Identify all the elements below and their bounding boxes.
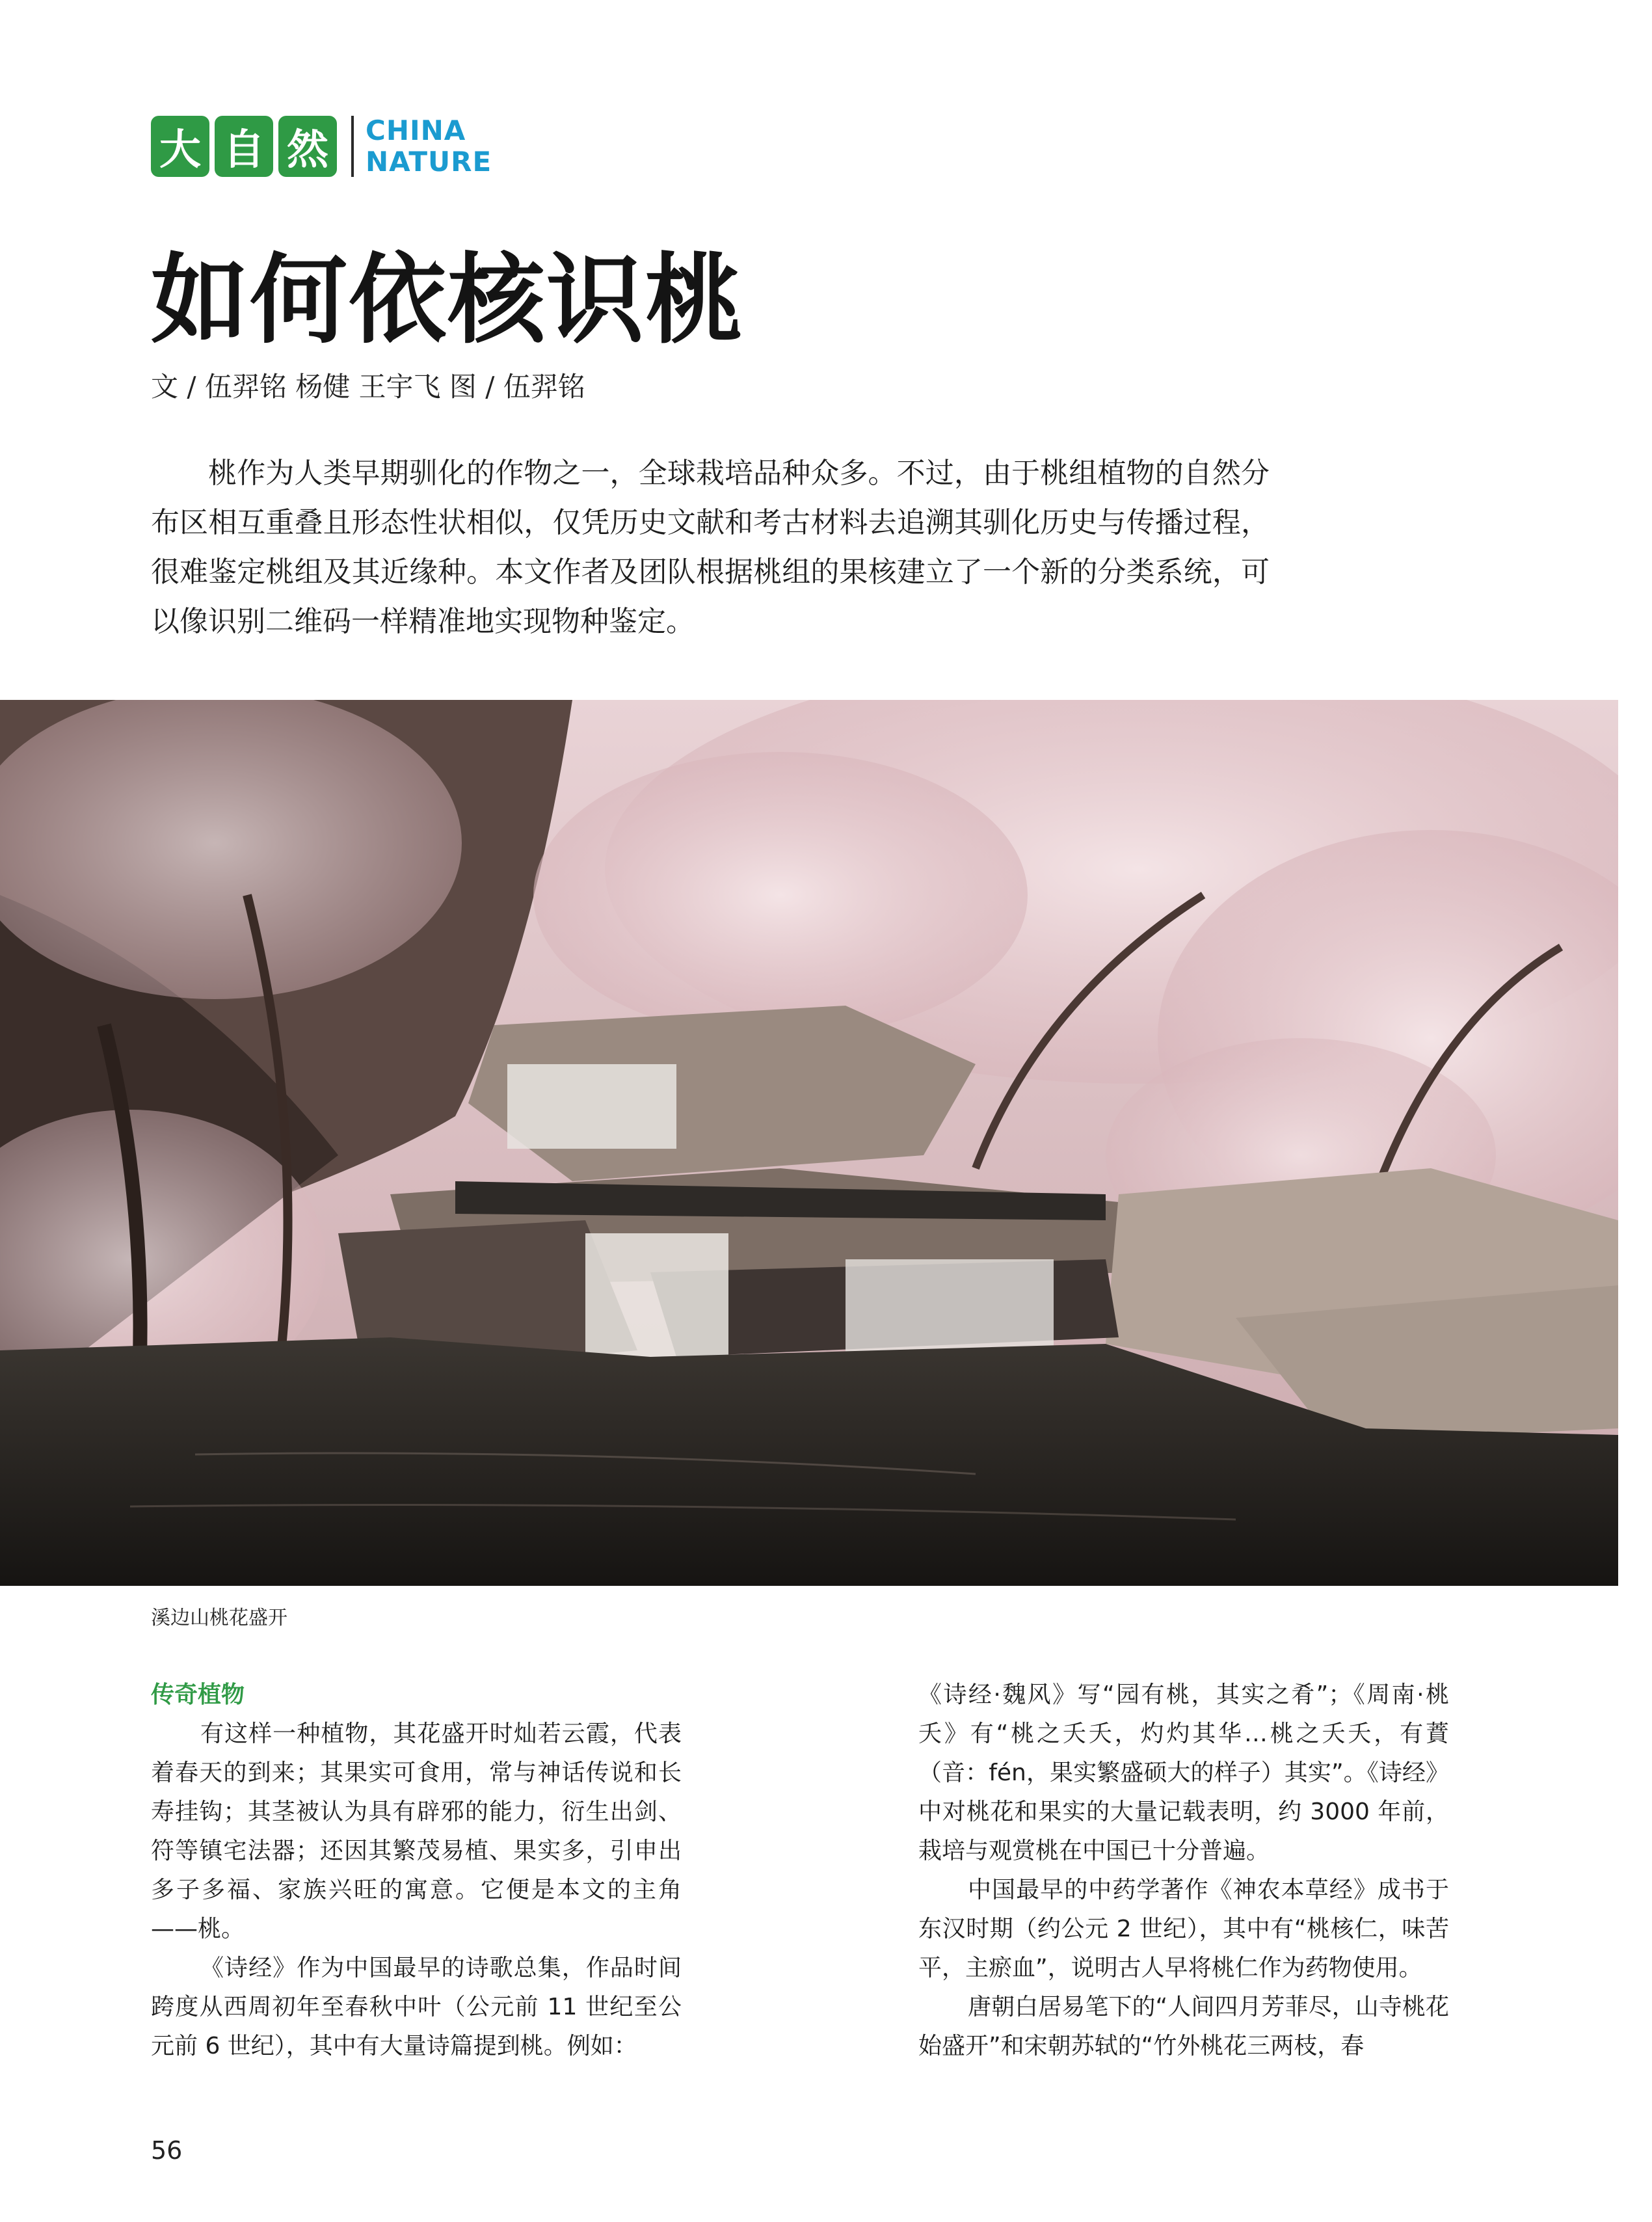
body-paragraph: 《诗经》作为中国最早的诗歌总集，作品时间跨度从西周初年至春秋中叶（公元前 11 世纪至公元前 6 世纪），其中有大量诗篇提到桃。例如： [151, 1955, 682, 2059]
section-title: 传奇植物 [151, 1681, 245, 1708]
hero-photo [0, 700, 1618, 1586]
body-paragraph: 中国最早的中药学著作《神农本草经》成书于东汉时期（约公元 2 世纪），其中有“桃核仁，味苦平，主瘀血”，说明古人早将桃仁作为药物使用。 [918, 1877, 1449, 1981]
logo-tile-2: 自 [215, 116, 273, 177]
body-column-right [918, 1676, 1449, 2066]
body-paragraph: 唐朝白居易笔下的“人间四月芳菲尽，山寺桃花始盛开”和宋朝苏轼的“竹外桃花三两枝，春 [918, 1994, 1449, 2059]
masthead-english [366, 115, 492, 178]
article-byline: 文 / 伍羿铭 杨健 王宇飞 图 / 伍羿铭 [151, 371, 585, 403]
body-column-left [151, 1676, 682, 2066]
masthead-divider [351, 116, 354, 177]
logo [151, 116, 337, 177]
body-paragraph: 《诗经·魏风》写“园有桃，其实之肴”；《周南·桃夭》有“桃之夭夭，灼灼其华…桃之夭夭，有蕡（音：fén，果实繁盛硕大的样子）其实”。《诗经》中对桃花和果实的大量记载表明，约 3000 年前，栽培与观赏桃在中国已十分普遍。 [918, 1681, 1449, 1864]
body-paragraph: 有这样一种植物，其花盛开时灿若云霞，代表着春天的到来；其果实可食用，常与神话传说和长寿挂钩；其茎被认为具有辟邪的能力，衍生出剑、符等镇宅法器；还因其繁茂易植、果实多，引申出多子多福、家族兴旺的寓意。它便是本文的主角——桃。 [151, 1720, 682, 1942]
masthead [151, 111, 492, 182]
photo-caption: 溪边山桃花盛开 [151, 1607, 287, 1629]
article-lead: 桃作为人类早期驯化的作物之一，全球栽培品种众多。不过，由于桃组植物的自然分布区相互重叠且形态性状相似，仅凭历史文献和考古材料去追溯其驯化历史与传播过程，很难鉴定桃组及其近缘种。本文作者及团队根据桃组的果核建立了一个新的分类系统，可以像识别二维码一样精准地实现物种鉴定。 [151, 457, 1270, 638]
logo-tile-3: 然 [278, 116, 337, 177]
masthead-en-line1: CHINA [366, 114, 466, 146]
masthead-en-line2: NATURE [366, 146, 492, 178]
article-title: 如何依核识桃 [151, 244, 745, 357]
page-number: 56 [151, 2136, 183, 2165]
logo-tile-1: 大 [151, 116, 209, 177]
